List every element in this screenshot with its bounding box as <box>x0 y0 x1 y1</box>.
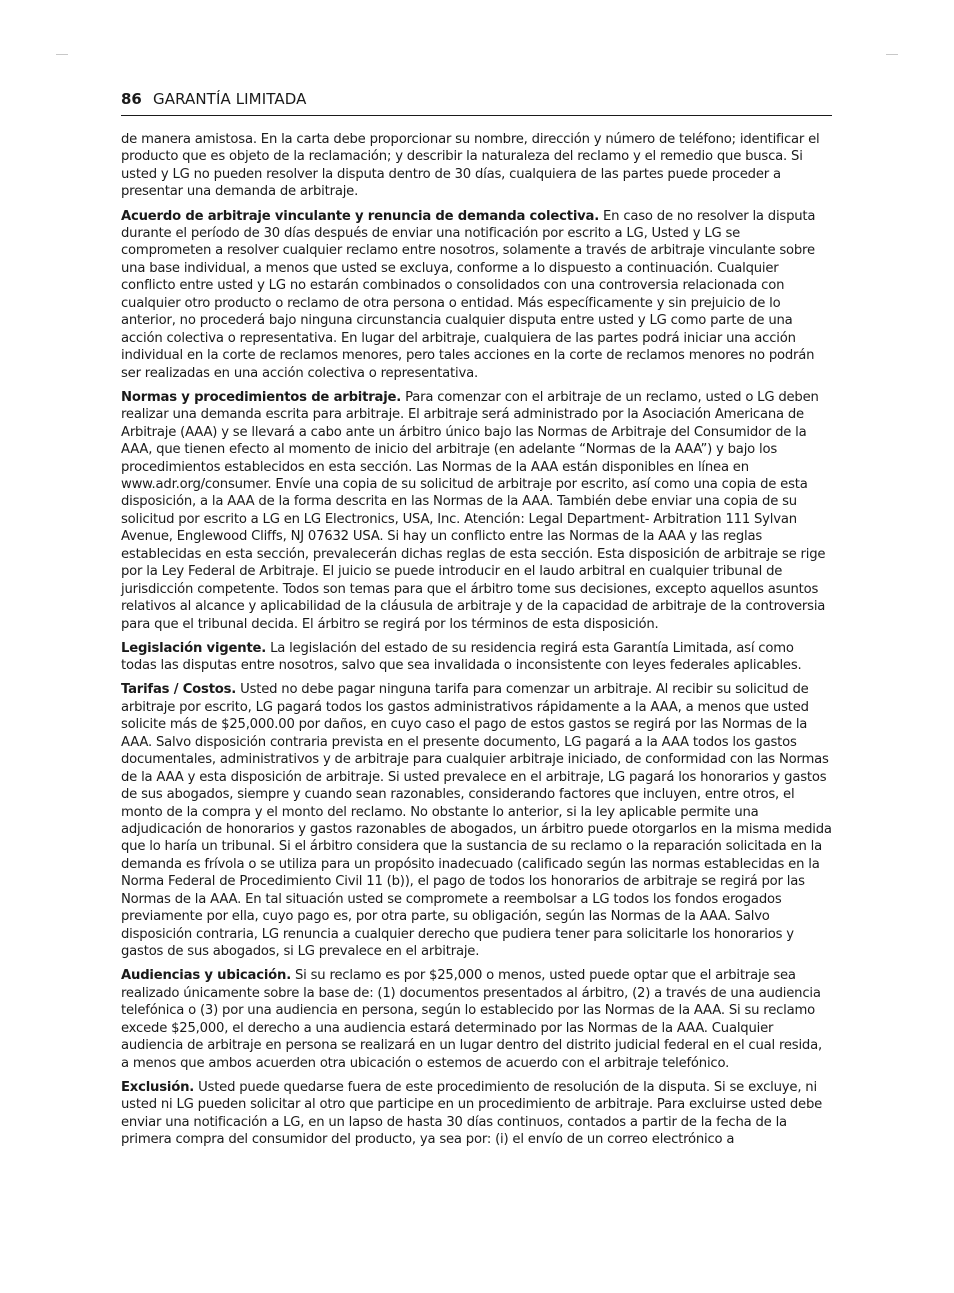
body-text <box>121 131 832 1155</box>
paragraph-intro <box>121 131 832 201</box>
paragraph-lead: Tarifas / Costos. <box>121 682 237 698</box>
page-number: 86 <box>121 90 142 108</box>
crop-mark-right <box>886 54 898 55</box>
paragraph-lead: Exclusión. <box>121 1079 195 1095</box>
paragraph-text: de manera amistosa. En la carta debe proporcionar su nombre, dirección y número de teléfono; identificar el producto que es objeto de la reclamación; y describir la naturaleza del reclamo y el remedio que busca. Si usted y LG no pueden resolver la disputa dentro de 30 días, cualquiera de las partes puede proceder a presentar una demanda de arbitraje. <box>121 132 820 200</box>
paragraph-text: Usted no debe pagar ninguna tarifa para comenzar un arbitraje. Al recibir su solicitud de arbitraje por escrito, LG pagará todos los gastos administrativos rápidamente a la AAA, a menos que usted solicite más de $25,000.00 por daños, en cuyo caso el pago de estos gastos se regirá por las Normas de la AAA. Salvo disposición contraria prevista en el presente documento, LG pagará a la AAA todos los gastos documentales, administrativos y de arbitraje para cualquier arbitraje iniciado, de conformidad con las Normas de la AAA y esta disposición de arbitraje. Si usted prevalece en el arbitraje, LG pagará los honorarios y gastos de sus abogados, siempre y cuando sean razonables, considerando factores que incluyen, entre otros, el monto de la compra y el monto del reclamo. No obstante lo anterior, si la ley aplicable permite una adjudicación de honorarios y gastos razonables de abogados, un árbitro puede otorgarlos en la misma medida que lo haría un tribunal. Si el árbitro considera que la sustancia de su reclamo o la reparación solicitada en la demanda es frívola o se utiliza para un propósito inadecuado (calificado según las normas establecidas en la Norma Federal de Procedimiento Civil 11 (b)), el pago de todos los honorarios de arbitraje se regirá por las Normas de la AAA. En tal situación usted se compromete a reembolsar a LG todos los fondos erogados previamente por ella, cuyo pago es, por otra parte, su obligación, según las Normas de la AAA. Salvo disposición contraria, LG renuncia a cualquier derecho que pudiera tener para solicitarle los honorarios y gastos de sus abogados, si LG prevalece en el arbitraje. <box>121 682 832 960</box>
section-title: GARANTÍA LIMITADA <box>153 90 307 108</box>
paragraph-lead: Legislación vigente. <box>121 640 267 656</box>
paragraph-text: Usted puede quedarse fuera de este procedimiento de resolución de la disputa. Si se excluye, ni usted ni LG pueden solicitar al otro que participe en un procedimiento de arbitraje. Para excluirse usted debe enviar una notificación a LG, en un lapso de hasta 30 días continuos, contados a partir de la fecha de la primera compra del consumidor del producto, ya sea por: (i) el envío de un correo electrónico a <box>121 1079 823 1148</box>
paragraph-lead: Audiencias y ubicación. <box>121 968 292 984</box>
paragraph-text: Si su reclamo es por $25,000 o menos, usted puede optar que el arbitraje sea realizado únicamente sobre la base de: (1) documentos presentados al árbitro, (2) a través de una audiencia telefónica o (3) por una audiencia en persona, según lo establecido por las Normas de la AAA. Si su reclamo excede $25,000, el derecho a una audiencia estará determinado por las Normas de la AAA. Cualquier audiencia de arbitraje en persona se realizará en un lugar dentro del distrito judicial federal en el cual resida, a menos que ambos acuerden otra ubicación o estemos de acuerdo con el arbitraje telefónico. <box>121 968 822 1071</box>
paragraph-fees-costs <box>121 681 832 960</box>
paragraph-arbitration-rules <box>121 389 832 633</box>
paragraph-hearings-location <box>121 967 832 1072</box>
paragraph-governing-law <box>121 640 832 675</box>
paragraph-opt-out <box>121 1079 832 1149</box>
paragraph-binding-arbitration <box>121 208 832 383</box>
paragraph-lead: Normas y procedimientos de arbitraje. <box>121 389 402 405</box>
paragraph-text: La legislación del estado de su residencia regirá esta Garantía Limitada, así como todas las disputas entre nosotros, salvo que sea invalidada o inconsistente con leyes federales aplicables. <box>121 640 802 674</box>
page-header <box>121 89 832 116</box>
crop-mark-left <box>56 54 68 55</box>
paragraph-text: En caso de no resolver la disputa durante el período de 30 días después de enviar una notificación por escrito a LG, Usted y LG se comprometen a resolver cualquier reclamo entre nosotros, solamente a través de arbitraje vinculante sobre una base individual, a menos que usted se excluya, conforme a lo dispuesto a continuación. Cualquier conflicto entre usted y LG no estarán combinados o consolidados con una controversia relacionada con cualquier otro producto o reclamo de otra persona o entidad. Más específicamente y sin prejuicio de lo anterior, no procederá bajo ninguna circunstancia cualquier disputa entre usted y LG como parte de una acción colectiva o representativa. En lugar del arbitraje, cualquiera de las partes podrá iniciar una acción individual en la corte de reclamos menores, pero tales acciones en la corte de reclamos menores no podrán ser realizadas en una acción colectiva o representativa. <box>121 208 816 381</box>
paragraph-lead: Acuerdo de arbitraje vinculante y renuncia de demanda colectiva. <box>121 208 600 224</box>
paragraph-text: Para comenzar con el arbitraje de un reclamo, usted o LG deben realizar una demanda escrita para arbitraje. El arbitraje será administrado por la Asociación Americana de Arbitraje (AAA) y se llevará a cabo ante un árbitro único bajo las Normas de Arbitraje del Consumidor de la AAA, que tienen efecto al momento de inicio del arbitraje (en adelante “Normas de la AAA”) y bajo los procedimientos establecidos en esta sección. Las Normas de la AAA están disponibles en línea en www.adr.org/consumer. Envíe una copia de su solicitud de arbitraje por escrito, así como una copia de esta disposición, a la AAA de la forma descrita en las Normas de la AAA. También debe enviar una copia de su solicitud por escrito a LG en LG Electronics, USA, Inc. Atención: Legal Department- Arbitration 111 Sylvan Avenue, Englewood Cliffs, NJ 07632 USA. Si hay un conflicto entre las Normas de la AAA y las reglas establecidas en esta sección, prevalecerán dichas reglas de esta sección. Esta disposición de arbitraje se rige por la Ley Federal de Arbitraje. El juicio se puede introducir en el laudo arbitral en cualquier tribunal de jurisdicción competente. Todos son temas para que el árbitro tome sus decisiones, excepto aquellos asuntos relativos al alcance y aplicabilidad de la cláusula de arbitraje y de la capacidad de arbitraje de la controversia para que el tribunal decida. El árbitro se regirá por los términos de esta disposición. <box>121 389 826 632</box>
